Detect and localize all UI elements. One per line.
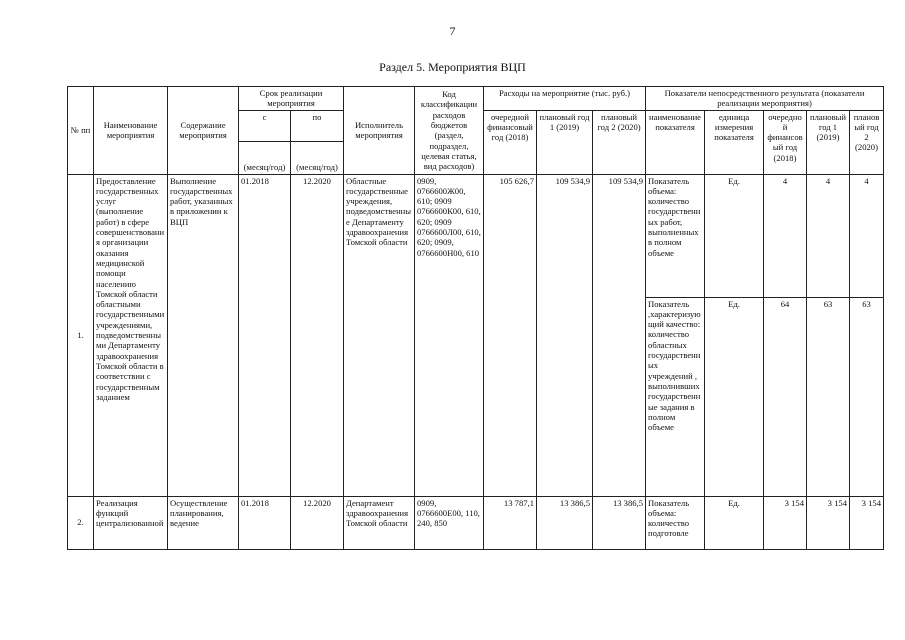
table-row: [68, 174, 884, 297]
indicator-plan2: 3 154: [850, 496, 884, 549]
table-row: [68, 496, 884, 549]
row-exp-plan2: 109 534,9: [593, 174, 646, 496]
indicator-name: Показатель объема: количество государственных работ, выполненных в полном объеме: [646, 174, 705, 297]
indicator-plan2: 4: [850, 174, 884, 297]
header-ind-plan2: плановый год 2 (2020): [850, 110, 884, 174]
row-term-from: 01.2018: [239, 496, 291, 549]
header-expenses-group: Расходы на мероприятие (тыс. руб.): [484, 87, 646, 111]
row-code: 0909, 0766600Е00, 110, 240, 850: [415, 496, 484, 549]
indicator-name: Показатель ,характеризующий качество: количество областных государственных учреждений , выполнивших государственные задания в полном объеме: [646, 297, 705, 496]
indicator-current: 3 154: [764, 496, 807, 549]
row-term-from: 01.2018: [239, 174, 291, 496]
header-term-group: Срок реализации мероприятия: [239, 87, 344, 111]
row-exp-plan1: 109 534,9: [537, 174, 593, 496]
row-content: Осуществление планирования, ведение: [168, 496, 239, 549]
row-term-to: 12.2020: [291, 496, 344, 549]
indicator-plan1: 4: [807, 174, 850, 297]
indicator-plan1: 3 154: [807, 496, 850, 549]
header-exp-plan1: плановый год 1 (2019): [537, 110, 593, 174]
indicator-unit: Ед.: [705, 496, 764, 549]
row-num: 1.: [68, 174, 94, 496]
indicator-unit: Ед.: [705, 174, 764, 297]
indicator-name: Показатель объема: количество подготовле: [646, 496, 705, 549]
row-term-to: 12.2020: [291, 174, 344, 496]
header-ind-name: наименование показателя: [646, 110, 705, 174]
indicator-plan2: 63: [850, 297, 884, 496]
row-name: Реализация функций централизованной: [94, 496, 168, 549]
activities-table: [67, 86, 884, 550]
row-executor: Департамент здравоохранения Томской области: [344, 496, 415, 549]
header-exp-current: очередной финансовый год (2018): [484, 110, 537, 174]
header-ind-unit: единица измерения показателя: [705, 110, 764, 174]
header-term-to-unit: (месяц/год): [291, 141, 344, 174]
row-content: Выполнение государственных работ, указанных в приложении к ВЦП: [168, 174, 239, 496]
row-exp-plan2: 13 386,5: [593, 496, 646, 549]
row-num: 2.: [68, 496, 94, 549]
indicator-current: 64: [764, 297, 807, 496]
header-term-from: с: [239, 110, 291, 141]
header-name: Наименование мероприятия: [94, 87, 168, 175]
header-ind-current: очередной финансовый год (2018): [764, 110, 807, 174]
header-num: № пп: [68, 87, 94, 175]
header-term-from-unit: (месяц/год): [239, 141, 291, 174]
header-exp-plan2: плановый год 2 (2020): [593, 110, 646, 174]
row-exp-plan1: 13 386,5: [537, 496, 593, 549]
indicator-unit: Ед.: [705, 297, 764, 496]
section-title: Раздел 5. Мероприятия ВЦП: [379, 60, 526, 74]
row-executor: Областные государственные учреждения, подведомственные Департаменту здравоохранения Томской области: [344, 174, 415, 496]
header-term-to: по: [291, 110, 344, 141]
row-name: Предоставление государственных услуг (выполнение работ) в сфере совершенствования организации оказания медицинской помощи населению Томской области областными государственными учреждениями, подведомственными Департаменту здравоохранения Томской области в соответствии с государственным заданием: [94, 174, 168, 496]
page-number: 7: [449, 24, 456, 38]
row-code: 0909, 0766600Ж00, 610; 0909 0766600К00, 610, 620; 0909 0766600Л00, 610, 620; 0909, 0766600Н00, 610: [415, 174, 484, 496]
header-content: Содержание мероприятия: [168, 87, 239, 175]
header-code: Код классификации расходов бюджетов (раздел, подраздел, целевая статья, вид расходов): [415, 87, 484, 175]
row-exp-current: 13 787,1: [484, 496, 537, 549]
header-ind-plan1: плановый год 1 (2019): [807, 110, 850, 174]
header-indicators-group: Показатели непосредственного результата (показатели реализации мероприятия): [646, 87, 884, 111]
indicator-plan1: 63: [807, 297, 850, 496]
indicator-current: 4: [764, 174, 807, 297]
header-executor: Исполнитель мероприятия: [344, 87, 415, 175]
header-row-1: [68, 87, 884, 111]
row-exp-current: 105 626,7: [484, 174, 537, 496]
